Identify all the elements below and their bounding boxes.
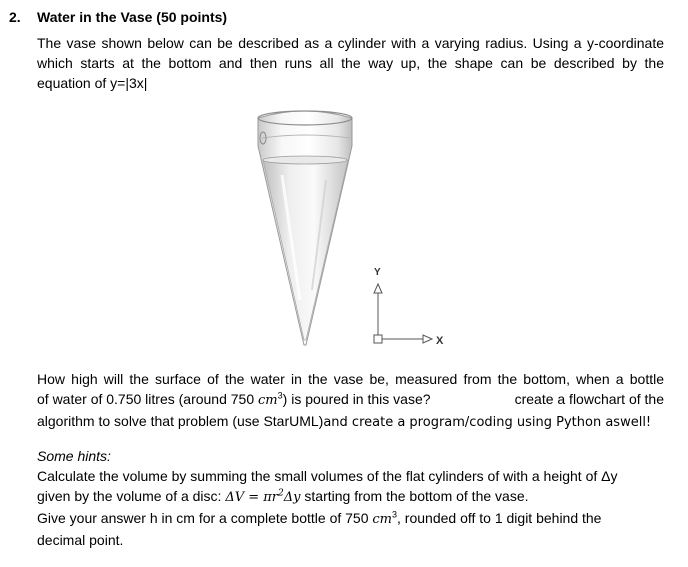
question-title: Water in the Vase (50 points) [37, 9, 228, 25]
task-line-3 [37, 411, 677, 433]
task-line-1: How high will the surface of the water in the vase be, measured from the bottom, when a bottle [37, 371, 664, 387]
intro-paragraph [37, 33, 664, 93]
hints-line-2 [37, 486, 664, 508]
vase-glass [258, 111, 352, 345]
vase-water [263, 156, 348, 340]
task-line-3-text-a: algorithm to solve that problem (use StarUML) [37, 413, 324, 429]
task-line-2-text-c: create a flowchart of the [514, 391, 664, 407]
axis-x-label: X [436, 335, 444, 347]
hints-line-3-text-b: , rounded off to 1 digit behind the [397, 510, 602, 526]
intro-line-2: which starts at the bottom and then runs all the way up, the shape can be described by the [37, 55, 664, 71]
hints-line-1: Calculate the volume by summing the small volumes of the flat cylinders of with a height of Δy [37, 468, 618, 484]
task-paragraph [37, 369, 677, 433]
task-line-2-text-a: of water of 0.750 litres (around 750 [37, 391, 259, 407]
axis-y-label: Y [374, 267, 381, 278]
disc-volume-formula: $\Delta V = \pi r^2\Delta y$ [225, 488, 301, 505]
intro-line-3: equation of y=|3x| [37, 75, 148, 91]
hints-unit-cm: cm [372, 512, 392, 527]
hints-section [37, 446, 664, 550]
hints-line-3 [37, 508, 664, 530]
hints-line-3-text-a: Give your answer h in cm for a complete bottle of 750 [37, 510, 373, 526]
question-number: 2. [9, 9, 21, 25]
task-line-2 [37, 389, 664, 411]
hints-line-2-text-a: given by the volume of a disc: [37, 488, 226, 504]
axes-diagram [374, 267, 444, 347]
hints-title: Some hints: [37, 448, 111, 464]
hints-line-2-text-b: starting from the bottom of the vase. [300, 488, 529, 504]
task-unit-exponent: 3 [277, 390, 283, 401]
intro-line-1: The vase shown below can be described as a cylinder with a varying radius. Using a y-coordinate [37, 35, 664, 51]
hints-line-4: decimal point. [37, 532, 124, 548]
hints-unit-exponent: 3 [392, 509, 398, 520]
task-unit-cm: cm [258, 393, 278, 408]
task-line-2-text-b: ) is poured in this vase? [282, 391, 431, 407]
task-line-3-text-b: and create a program/coding using Python aswell! [323, 415, 652, 430]
